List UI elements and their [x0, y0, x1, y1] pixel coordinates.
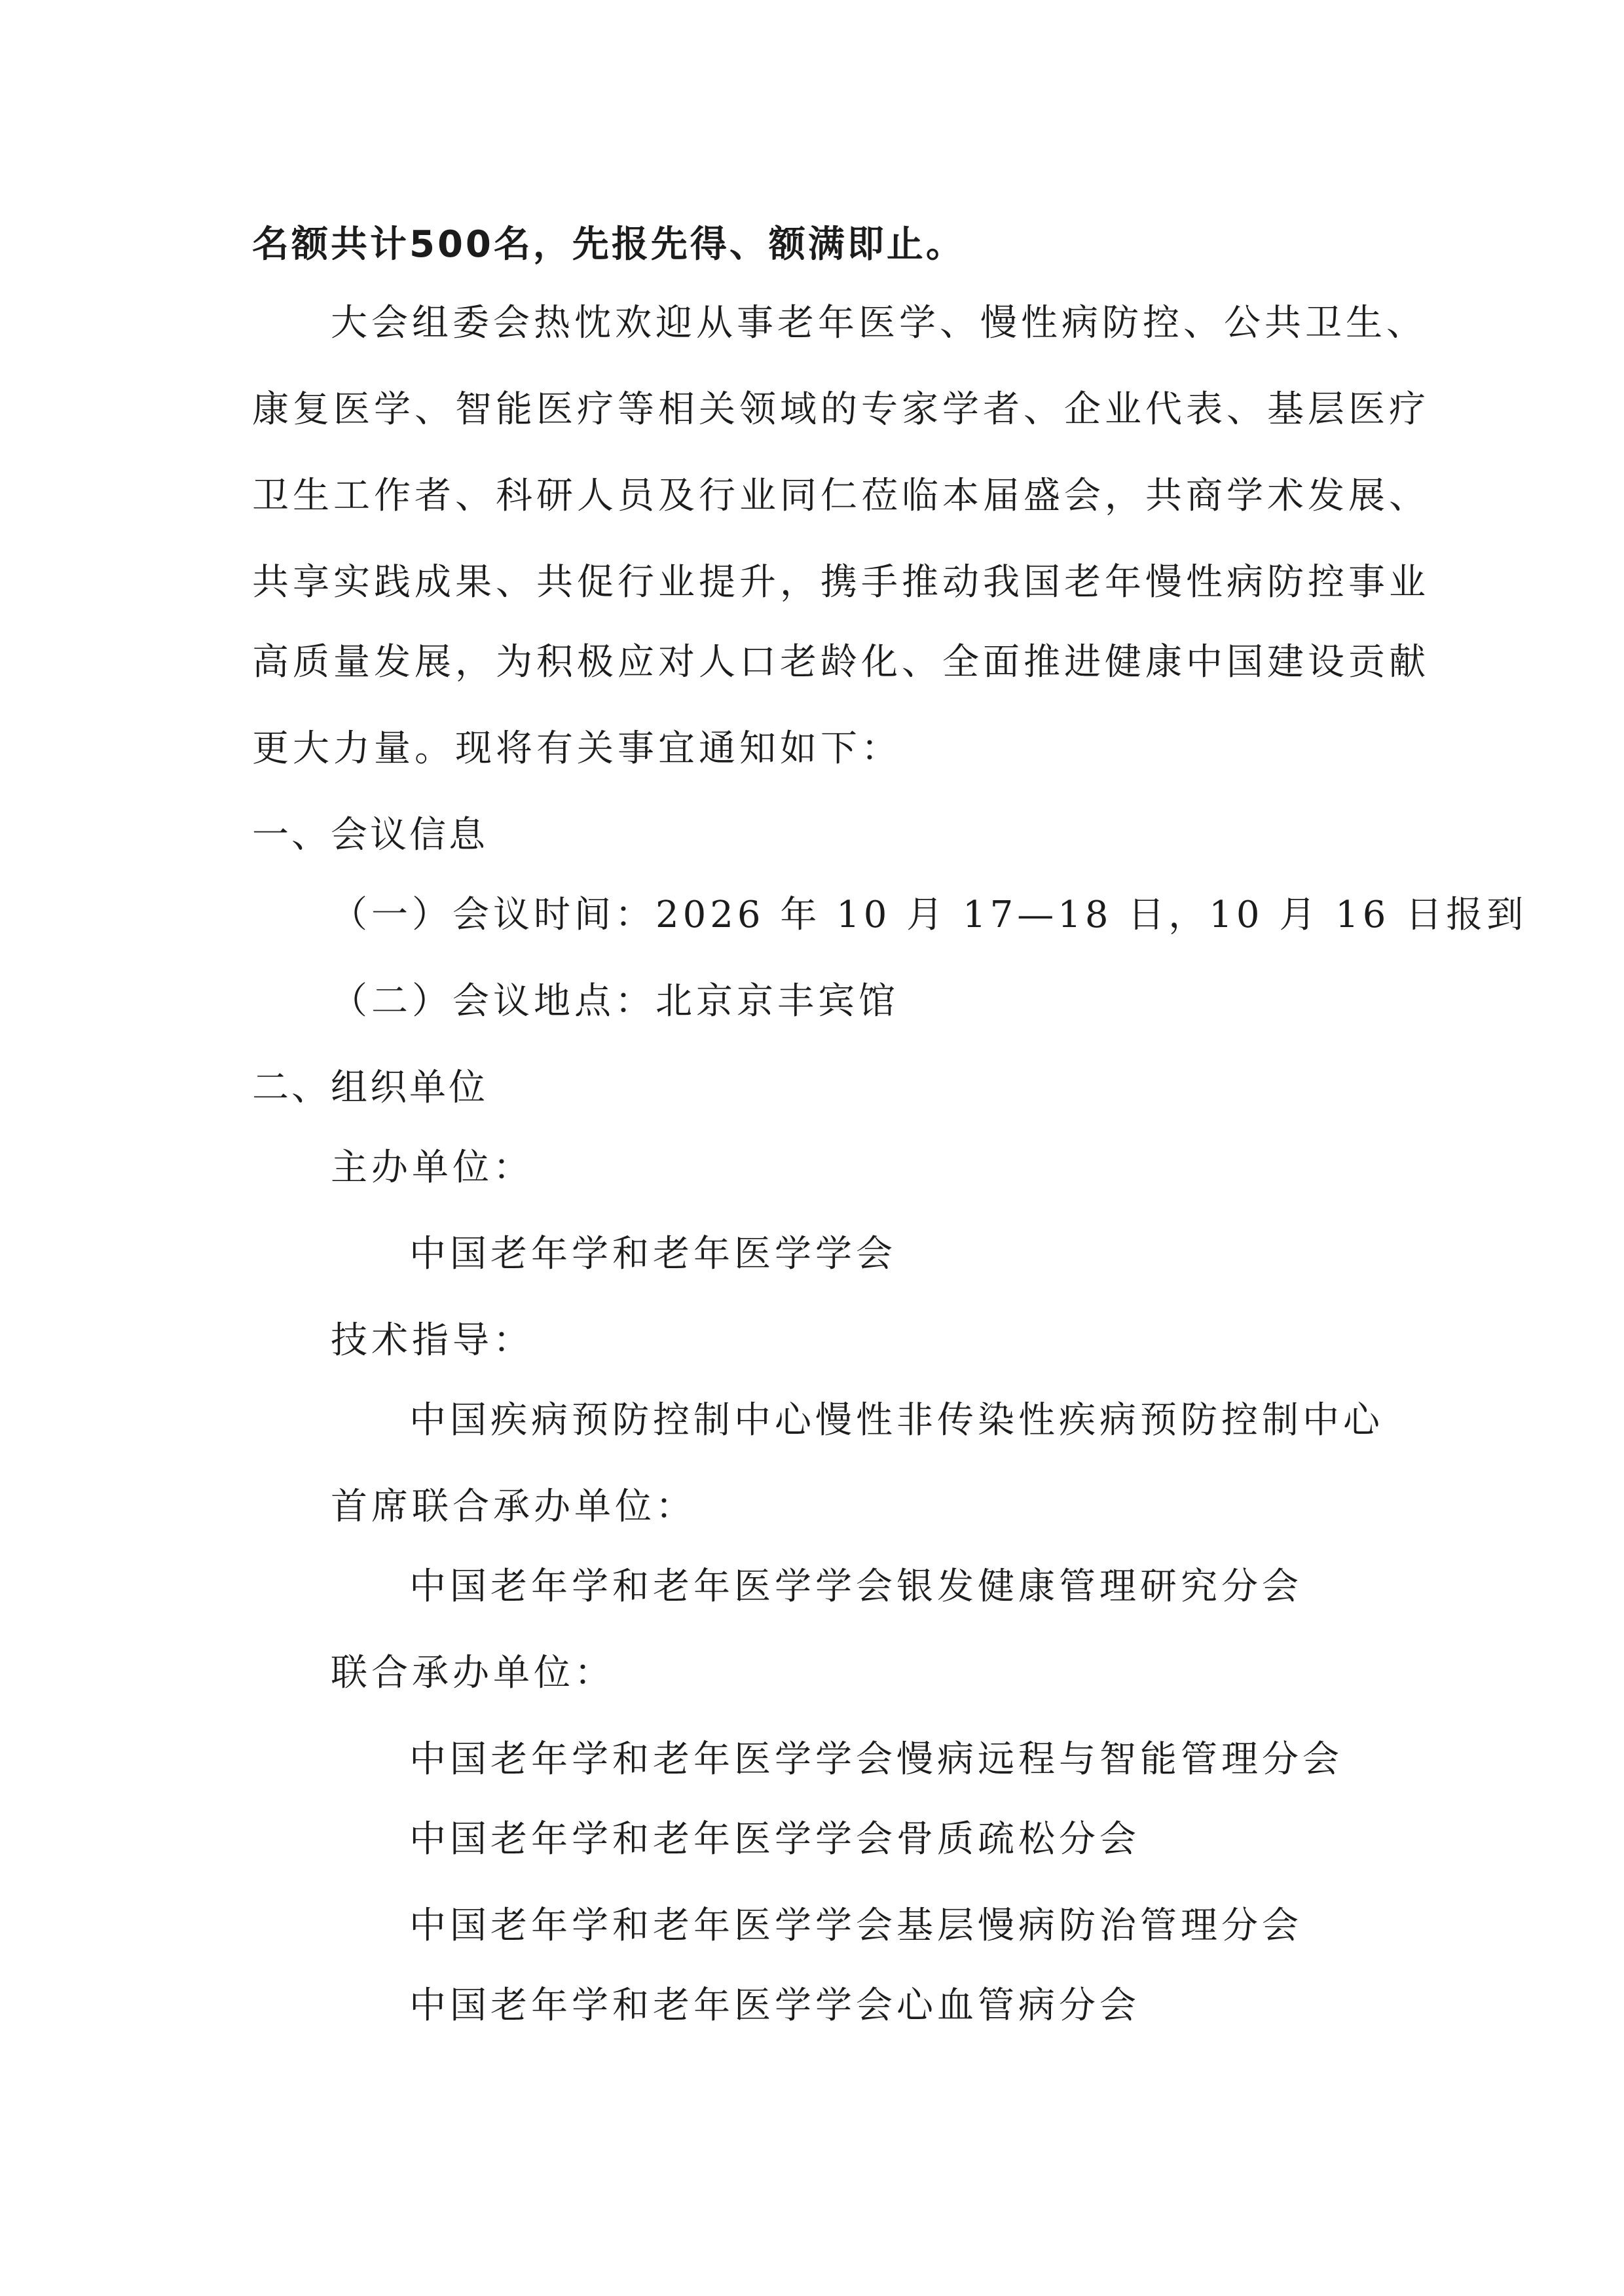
co-organizer-org-3: 中国老年学和老年医学学会基层慢病防治管理分会: [409, 1904, 1302, 1947]
meeting-time: （一）会议时间：2026 年 10 月 17—18 日，10 月 16 日报到: [331, 894, 1528, 936]
welcome-line-2: 康复医学、智能医疗等相关领域的专家学者、企业代表、基层医疗: [252, 388, 1430, 431]
welcome-line-4: 共享实践成果、共促行业提升，携手推动我国老年慢性病防控事业: [252, 561, 1430, 604]
meeting-venue: （二）会议地点：北京京丰宾馆: [331, 980, 899, 1023]
tech-guidance-org: 中国疾病预防控制中心慢性非传染性疾病预防控制中心: [409, 1399, 1384, 1442]
co-organizer-label: 联合承办单位：: [331, 1652, 615, 1694]
tech-guidance-label: 技术指导：: [331, 1319, 534, 1362]
co-organizer-org-2: 中国老年学和老年医学学会骨质疏松分会: [409, 1818, 1140, 1861]
quota-line: 名额共计500名，先报先得、额满即止。: [252, 223, 965, 266]
section-1-heading: 一、会议信息: [252, 814, 488, 856]
section-2-heading: 二、组织单位: [252, 1066, 488, 1109]
welcome-line-3: 卫生工作者、科研人员及行业同仁莅临本届盛会，共商学术发展、: [252, 475, 1430, 517]
chief-co-organizer-org: 中国老年学和老年医学学会银发健康管理研究分会: [409, 1565, 1302, 1608]
co-organizer-org-1: 中国老年学和老年医学学会慢病远程与智能管理分会: [409, 1738, 1343, 1781]
host-label: 主办单位：: [331, 1146, 534, 1189]
welcome-line-6: 更大力量。现将有关事宜通知如下：: [252, 727, 902, 770]
welcome-line-5: 高质量发展，为积极应对人口老龄化、全面推进健康中国建设贡献: [252, 641, 1430, 683]
host-org: 中国老年学和老年医学学会: [409, 1233, 896, 1275]
welcome-line-1: 大会组委会热忱欢迎从事老年医学、慢性病防控、公共卫生、: [331, 302, 1427, 344]
chief-co-organizer-label: 首席联合承办单位：: [331, 1485, 696, 1528]
co-organizer-org-4: 中国老年学和老年医学学会心血管病分会: [409, 1984, 1140, 2027]
